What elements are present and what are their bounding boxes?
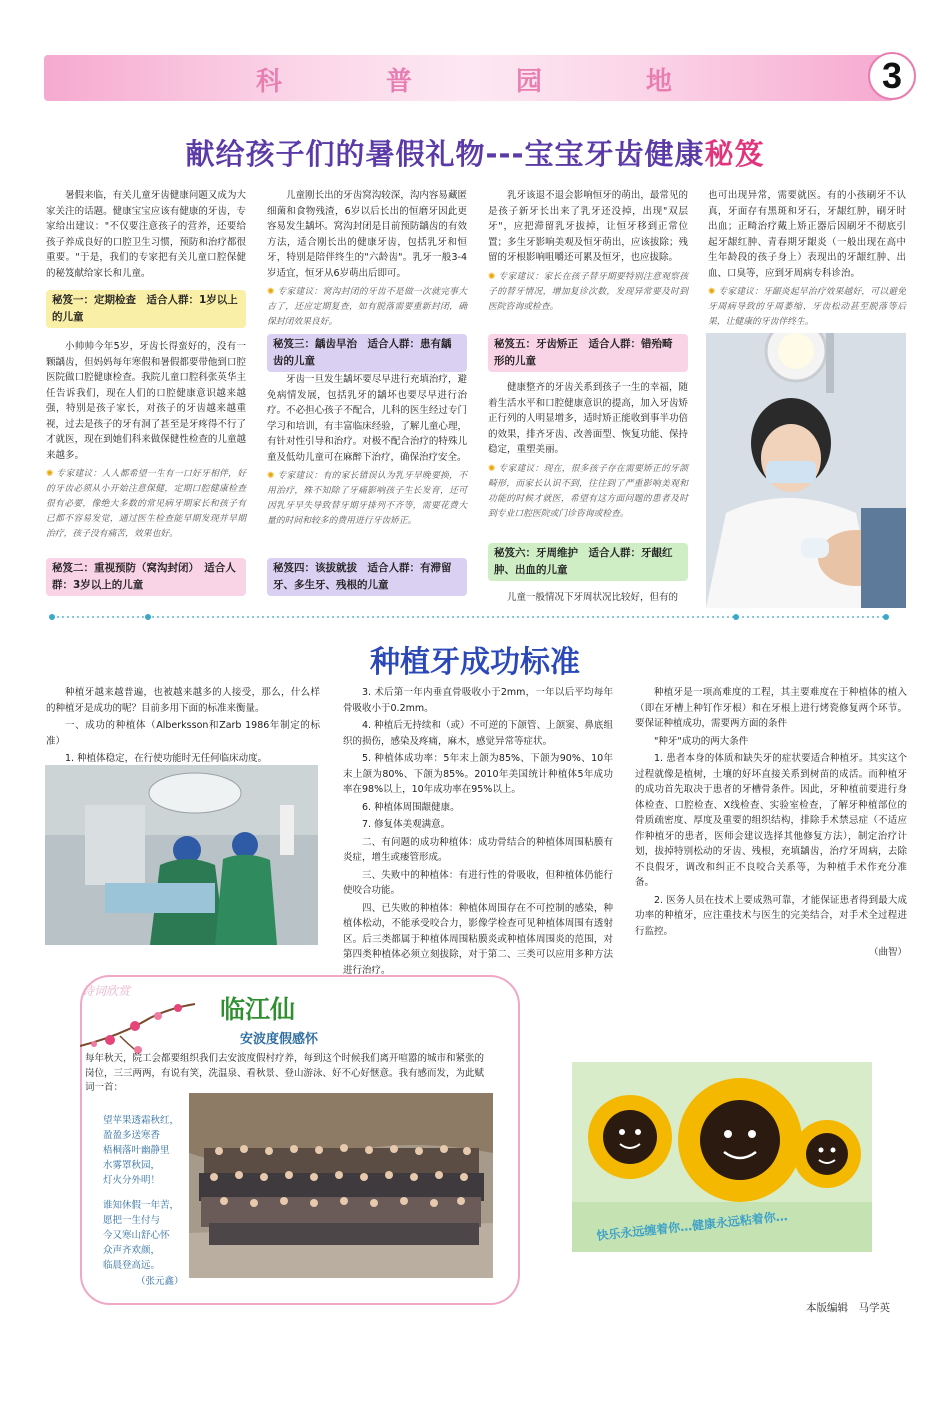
- poem-intro: 每年秋天，院工会都要组织我们去安波度假村疗养，每到这个时候我们离开喧嚣的城市和紧张的岗位，三三两两，有说有笑，洗温泉、看秋景、登山游泳、好不心好惬意。我有感而发，为此赋词一首：: [85, 1053, 485, 1093]
- article1-col3-tail: [488, 590, 688, 608]
- article1-title-main: 献给孩子们的暑假礼物---宝宝牙齿健康: [185, 137, 705, 171]
- expert-advice: [46, 467, 246, 542]
- poem-subtitle: 安波度假感怀: [240, 1032, 319, 1047]
- verse-line: 临晨登高远。: [103, 1260, 161, 1271]
- banner-char-3: 园: [516, 67, 545, 97]
- sun-icon: ✺: [488, 463, 499, 474]
- paragraph: 4. 种植后无持续和（或）不可逆的下颌管、上颌窦、鼻底组织的损伤，感染及疼痛，麻木，感觉异常等症状。: [343, 720, 613, 747]
- paragraph: 乳牙该退不退会影响恒牙的萌出，最常见的是孩子新牙长出来了乳牙还没掉，出现"双层牙"，应把滞留乳牙拔掉，让恒牙移到正常位置；多生牙影响美观及恒牙萌出，应该拔除；残留的牙根影响咀嚼还可累及恒牙，也应拔除。: [488, 190, 688, 263]
- secret-1: 秘笈一：定期检查 适合人群：1岁以上的儿童: [46, 290, 246, 328]
- verse-line: 愿把一生付与: [103, 1215, 161, 1226]
- verse-line: 众声齐欢颜，: [103, 1245, 161, 1256]
- advice-text: 专家建议：家长在孩子替牙期要特别注意观察孩子的替牙情况，增加复诊次数，发现异常要及时到医院咨询或检查。: [488, 271, 688, 312]
- expert-advice: [267, 469, 467, 529]
- sun-icon: ✺: [267, 287, 278, 297]
- poem-tag: 诗词欣赏: [82, 984, 131, 998]
- banner-char-2: 普: [386, 67, 415, 97]
- dentist-photo: [706, 333, 906, 608]
- verse-line: 盈盈多送寒香: [103, 1130, 161, 1141]
- paragraph: 6. 种植体周围龈健康。: [362, 801, 460, 813]
- article2-col3: [635, 685, 907, 961]
- verse-line: 灯火分外明！: [103, 1175, 161, 1186]
- advice-text: 专家建议：窝沟封闭的牙齿不是做一次就完事大吉了，还应定期复查，如有脱落需要重新封闭，确保封闭效果良好。: [267, 287, 467, 327]
- paragraph: 1. 患者本身的体质和缺失牙的症状要适合种植牙。其实这个过程就像是植树，土壤的好坏直接关系到树苗的成活。而种植牙的成功首先取决于患者的牙槽骨条件。因此，牙种植前要进行身体检查、口腔检查、X线检查、实验室检查，了解牙种植部位的骨质疏密度、厚度及重要的组织结构，排除手术禁忌症（不适应作种植牙的患者，医师会建议选择其他修复方法），制定治疗计划，拔掉特别松动的牙齿、残根，充填龋齿，治疗牙周病，去除不良假牙，调改和纠正不良咬合关系等，为种植手术作充分准备。: [635, 753, 907, 888]
- paragraph: 儿童刚长出的牙齿窝沟较深，沟内容易藏匿细菌和食物残渣，6岁以后长出的恒磨牙因此更容易发生龋坏。窝沟封闭是目前预防龋齿的有效方法，适合刚长出的健康牙齿，包括乳牙和恒牙，特别是陪伴终生的"六龄齿"。乳牙一般3-4岁适宜，恒牙从6岁萌出后即可。: [267, 190, 467, 279]
- article1-title-accent: 秘笈: [704, 137, 765, 171]
- sunflower-icon: [588, 1095, 672, 1179]
- paragraph: 3. 术后第一年内垂直骨吸收小于2mm，一年以后平均每年骨吸收小于0.2mm。: [343, 687, 613, 714]
- article1-col4: [708, 188, 906, 352]
- verse-line: 水雾罩秋园，: [103, 1160, 161, 1171]
- article1-col2: [267, 188, 467, 334]
- article2-title: 种植牙成功标准: [370, 645, 580, 680]
- secret-2: 秘笈二：重视预防（窝沟封闭） 适合人群：3岁以上的儿童: [46, 558, 246, 596]
- secret-5: 秘笈五：牙齿矫正 适合人群：错殆畸形的儿童: [488, 334, 688, 372]
- banner-char-1: 科: [256, 67, 285, 97]
- secret-4: 秘笈四：该拔就拔 适合人群：有滞留牙、多生牙、残根的儿童: [267, 558, 467, 596]
- article1-col3-body: [488, 380, 688, 526]
- paragraph: 二、有问题的成功种植体：成功骨结合的种植体周围粘膜有炎症，增生或瘘管形成。: [343, 836, 613, 863]
- advice-text: 专家建议：有的家长错误认为乳牙早晚要换，不用治疗，殊不知除了牙痛影响孩子生长发育，还可因乳牙早失导致替牙期牙排列不齐等，需要花费大量的时间和较多的费用进行牙齿矫正。: [267, 471, 467, 526]
- banner-char-4: 地: [646, 67, 675, 97]
- sun-icon: ✺: [708, 287, 719, 297]
- poem-verse-1: [103, 1113, 185, 1188]
- paragraph: 种植牙越来越普遍，也被越来越多的人接受，那么，什么样的种植牙是成功的呢？目前多用下面的标准来衡量。: [46, 687, 320, 714]
- article1-col1-body: [46, 339, 246, 546]
- article2-col2: [343, 685, 613, 980]
- group-photo: [189, 1093, 493, 1278]
- paragraph: 三、失败中的种植体：有进行性的骨吸收，但种植体仍能行使咬合功能。: [343, 869, 613, 896]
- paragraph: 四、已失败的种植体：种植体周围存在不可控制的感染，种植体松动，不能承受咬合力，影像学检查可见种植体周围有透射区。后三类都属于种植体周围粘膜炎或种植体周围炎的范围，对第四类种植体必须立刻拔除，对于第二、三类可以应用多种方法进行治疗。: [343, 902, 613, 976]
- verse-line: 谁知休假一年苦，: [103, 1200, 180, 1211]
- sun-icon: ✺: [267, 471, 278, 481]
- article1-title: [0, 132, 950, 173]
- sunflower-graphic: [572, 1062, 872, 1252]
- advice-text: 专家建议：人人都希望一生有一口好牙相伴，好的牙齿必须从小开始注意保健，定期口腔健康检查很有必要，像绝大多数的常见病牙期家长和孩子有已都不容易发觉，通过医生检查能早期发现并早期治疗，孩子没有痛苦，效果也好。: [46, 469, 246, 539]
- article1-col3: [488, 188, 688, 319]
- article1-col1: [46, 188, 246, 283]
- paragraph: "种牙"成功的两大条件: [654, 735, 749, 747]
- expert-advice: [708, 285, 906, 330]
- paragraph: 小帅帅今年5岁，牙齿长得蛮好的，没有一颗龋齿，但妈妈每年寒假和暑假都要带他到口腔医院做口腔健康检查。我院儿童口腔科张英华主任告诉我们，现在人们的口腔健康意识越来越强，特别是孩子家长，对孩子的牙齿越来越重视，过去是孩子的牙有洞了甚至是牙疼得不行了才就医，现在到她们科来做保健性检查的儿童越来越多。: [46, 341, 246, 461]
- secret-6: 秘笈六：牙周维护 适合人群：牙龈红肿、出血的儿童: [488, 543, 688, 581]
- expert-advice: [267, 285, 467, 330]
- advice-text: 专家建议：牙龈炎起早治疗效果越好，可以避免牙周病导致的牙周萎缩、牙齿松动甚至脱落等后果，让健康的牙齿伴终生。: [708, 287, 906, 327]
- advice-text: 专家建议：现在，很多孩子存在需要矫正的牙颌畸形，而家长认识不到，往往到了严重影响美观和功能的时候才就医，希望有这方面问题的患者及时到专业口腔医院或门诊咨询或检查。: [488, 463, 688, 519]
- paragraph: 5. 种植体成功率：5年末上颌为85%、下颌为90%、10年末上颌为80%、下颌为85%。2010年美国统计种植体5年成功率在98%以上，10年成功率在95%以上。: [343, 753, 613, 795]
- sunflower-caption: 快乐永远缠着你…健康永远粘着你…: [595, 1209, 789, 1243]
- verse-line: 望苹果透霜秋红，: [103, 1115, 180, 1126]
- secret-3: 秘笈三：龋齿早治 适合人群：患有龋齿的儿童: [267, 334, 467, 372]
- paragraph: 一、成功的种植体（Alberksson和Zarb 1986年制定的标准）: [46, 720, 320, 747]
- expert-advice: [488, 270, 688, 315]
- section-banner: [44, 55, 894, 101]
- poem-title: 临江仙: [220, 995, 296, 1024]
- section-divider: [44, 609, 894, 625]
- sun-icon: ✺: [488, 271, 499, 282]
- page-editor: 本版编辑 马学英: [806, 1302, 890, 1314]
- paragraph: 2. 医务人员在技术上要成熟可靠，才能保证患者得到最大成功率的种植牙，应注重技术与医生的完美结合，对手术全过程进行监控。: [635, 894, 907, 937]
- expert-advice: [488, 462, 688, 522]
- plum-blossom-icon: [80, 996, 200, 1056]
- paragraph: 牙齿一旦发生龋坏要尽早进行充填治疗，避免病情发展，包括乳牙的龋坏也要尽早进行治疗。不必担心孩子不配合，儿科的医生经过专门学习和培训，有丰富临床经验，了解儿童心理，有针对性引导和治疗。对极不配合治疗的特殊儿童及低幼儿童可在麻醉下治疗，确保治疗安全。: [267, 374, 467, 463]
- poem-author: （张元鑫）: [136, 1276, 184, 1287]
- article1-col2-body: [267, 372, 467, 533]
- page-number: 3: [868, 52, 916, 100]
- sun-icon: ✺: [46, 469, 57, 479]
- paragraph: 也可出现异常，需要就医。有的小孩刷牙不认真，牙面存有黑斑和牙石，牙龈红肿，刷牙时出血；正畸治疗戴上矫正器后因刷牙不彻底引起牙龈红肿、青春期牙龈炎（一般出现在高中生年龄段的孩子身上）表现出的牙龈红肿、出血、口臭等，应到牙周病专科诊治。: [708, 190, 906, 279]
- verse-line: 今又寒山舒心怀: [103, 1230, 170, 1241]
- paragraph: 7. 修复体美观满意。: [362, 819, 451, 830]
- poem-verse-2: [103, 1198, 185, 1273]
- paragraph: 1. 种植体稳定，在行使功能时无任何临床动度。: [65, 753, 268, 764]
- surgery-photo: [45, 765, 318, 945]
- author-credit: （曲智）: [868, 947, 907, 958]
- paragraph: 暑假来临，有关儿童牙齿健康问题又成为大家关注的话题。健康宝宝应该有健康的牙齿，专家给出建议："不仅要注意孩子的营养，还要给孩子养成良好的口腔卫生习惯，预防和治疗都很重要。"于是，我们的专家把有关儿童口腔保健的秘笈献给家长和儿童。: [46, 190, 246, 279]
- paragraph: 种植牙是一项高难度的工程，其主要难度在于种植体的植入（即在牙槽上种钉作牙根）和在牙根上进行烤瓷修复两个环节。要保证种植成功，需要两方面的条件: [635, 687, 907, 729]
- paragraph: 健康整齐的牙齿关系到孩子一生的幸福，随着生活水平和口腔健康意识的提高，加入牙齿矫正行列的人明显增多，适时矫正能收到事半功倍的效果，排齐牙齿、改善面型、恢复功能、保持稳定，重塑美丽。: [488, 382, 688, 455]
- paragraph: 儿童一般情况下牙周状况比较好，但有的: [507, 592, 679, 603]
- verse-line: 梧桐落叶幽静里: [103, 1145, 170, 1156]
